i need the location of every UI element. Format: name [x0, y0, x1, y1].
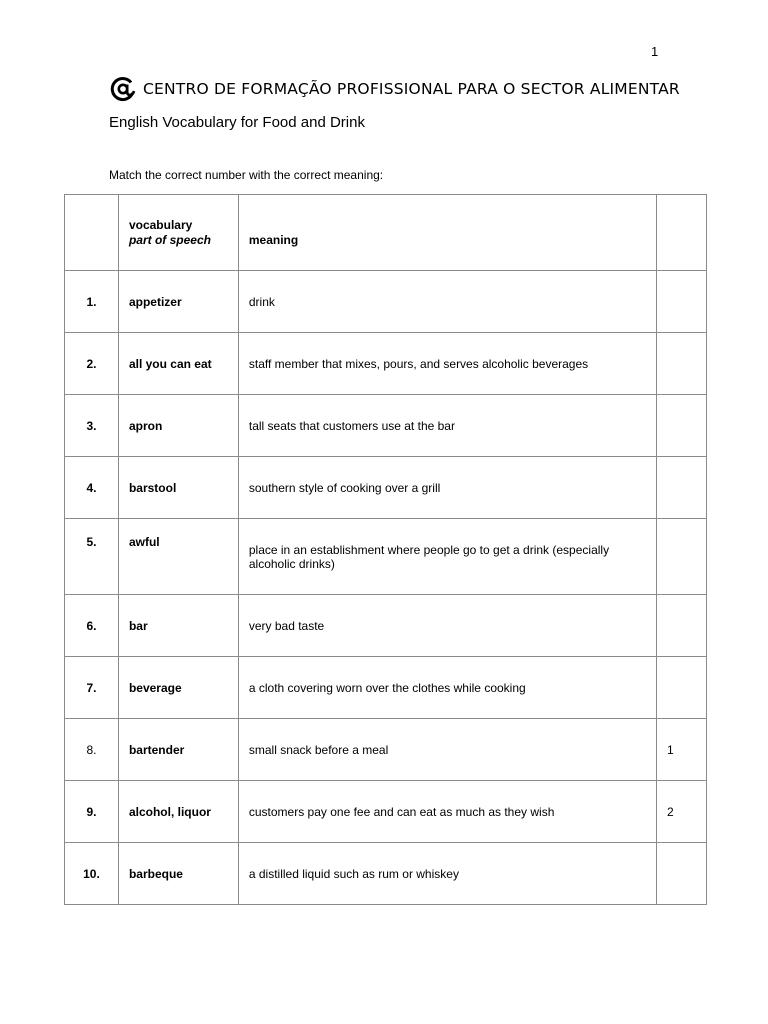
row-number: 4.: [65, 457, 119, 519]
row-number: 10.: [65, 843, 119, 905]
row-answer[interactable]: [657, 457, 707, 519]
at-sign-logo-icon: [109, 76, 137, 102]
row-number: 3.: [65, 395, 119, 457]
row-number: 1.: [65, 271, 119, 333]
row-vocabulary: all you can eat: [118, 333, 238, 395]
table-row: [65, 719, 707, 781]
row-answer[interactable]: [657, 519, 707, 595]
header-vocabulary-cell: [118, 195, 238, 271]
header-part-of-speech: part of speech: [128, 233, 211, 247]
row-answer[interactable]: 1: [657, 719, 707, 781]
row-vocabulary: alcohol, liquor: [118, 781, 238, 843]
row-meaning: place in an establishment where people go to get a drink (especially alcoholic drinks): [238, 519, 656, 595]
table-row: [65, 395, 707, 457]
row-number-text: 5.: [86, 534, 97, 549]
document-title: English Vocabulary for Food and Drink: [109, 114, 365, 131]
row-number: [65, 519, 119, 595]
row-vocabulary-text: awful: [128, 534, 160, 549]
row-answer[interactable]: 2: [657, 781, 707, 843]
row-meaning: drink: [238, 271, 656, 333]
row-meaning: a cloth covering worn over the clothes while cooking: [238, 657, 656, 719]
row-meaning: a distilled liquid such as rum or whiskey: [238, 843, 656, 905]
exercise-instruction: Match the correct number with the correct meaning:: [109, 168, 384, 182]
table-row: [65, 781, 707, 843]
document-header: [109, 76, 680, 102]
table-header-row: [65, 195, 707, 271]
row-answer[interactable]: [657, 595, 707, 657]
row-meaning: staff member that mixes, pours, and serves alcoholic beverages: [238, 333, 656, 395]
row-number: 9.: [65, 781, 119, 843]
header-answer-cell: [657, 195, 707, 271]
row-answer[interactable]: [657, 395, 707, 457]
row-meaning: tall seats that customers use at the bar: [238, 395, 656, 457]
table-row: [65, 519, 707, 595]
row-vocabulary: barstool: [118, 457, 238, 519]
row-vocabulary: bartender: [118, 719, 238, 781]
row-meaning: customers pay one fee and can eat as much as they wish: [238, 781, 656, 843]
row-answer[interactable]: [657, 333, 707, 395]
header-meaning: meaning: [238, 195, 656, 271]
row-answer[interactable]: [657, 843, 707, 905]
row-number: 6.: [65, 595, 119, 657]
table-row: [65, 657, 707, 719]
table-row: [65, 595, 707, 657]
row-vocabulary: barbeque: [118, 843, 238, 905]
row-vocabulary: [118, 519, 238, 595]
row-meaning: southern style of cooking over a grill: [238, 457, 656, 519]
row-answer[interactable]: [657, 657, 707, 719]
row-number: 2.: [65, 333, 119, 395]
row-meaning: small snack before a meal: [238, 719, 656, 781]
table-row: [65, 271, 707, 333]
header-number-cell: [65, 195, 119, 271]
page-number: 1: [651, 44, 659, 59]
row-number: 8.: [65, 719, 119, 781]
table-row: [65, 457, 707, 519]
vocabulary-table: [64, 194, 707, 905]
table-row: [65, 333, 707, 395]
row-vocabulary: apron: [118, 395, 238, 457]
row-meaning: very bad taste: [238, 595, 656, 657]
row-answer[interactable]: [657, 271, 707, 333]
header-vocabulary: vocabulary: [128, 218, 193, 232]
organization-name: CENTRO DE FORMAÇÃO PROFISSIONAL PARA O SECTOR ALIMENTAR: [143, 80, 680, 98]
row-vocabulary: bar: [118, 595, 238, 657]
row-vocabulary: appetizer: [118, 271, 238, 333]
row-vocabulary: beverage: [118, 657, 238, 719]
row-number: 7.: [65, 657, 119, 719]
table-row: [65, 843, 707, 905]
